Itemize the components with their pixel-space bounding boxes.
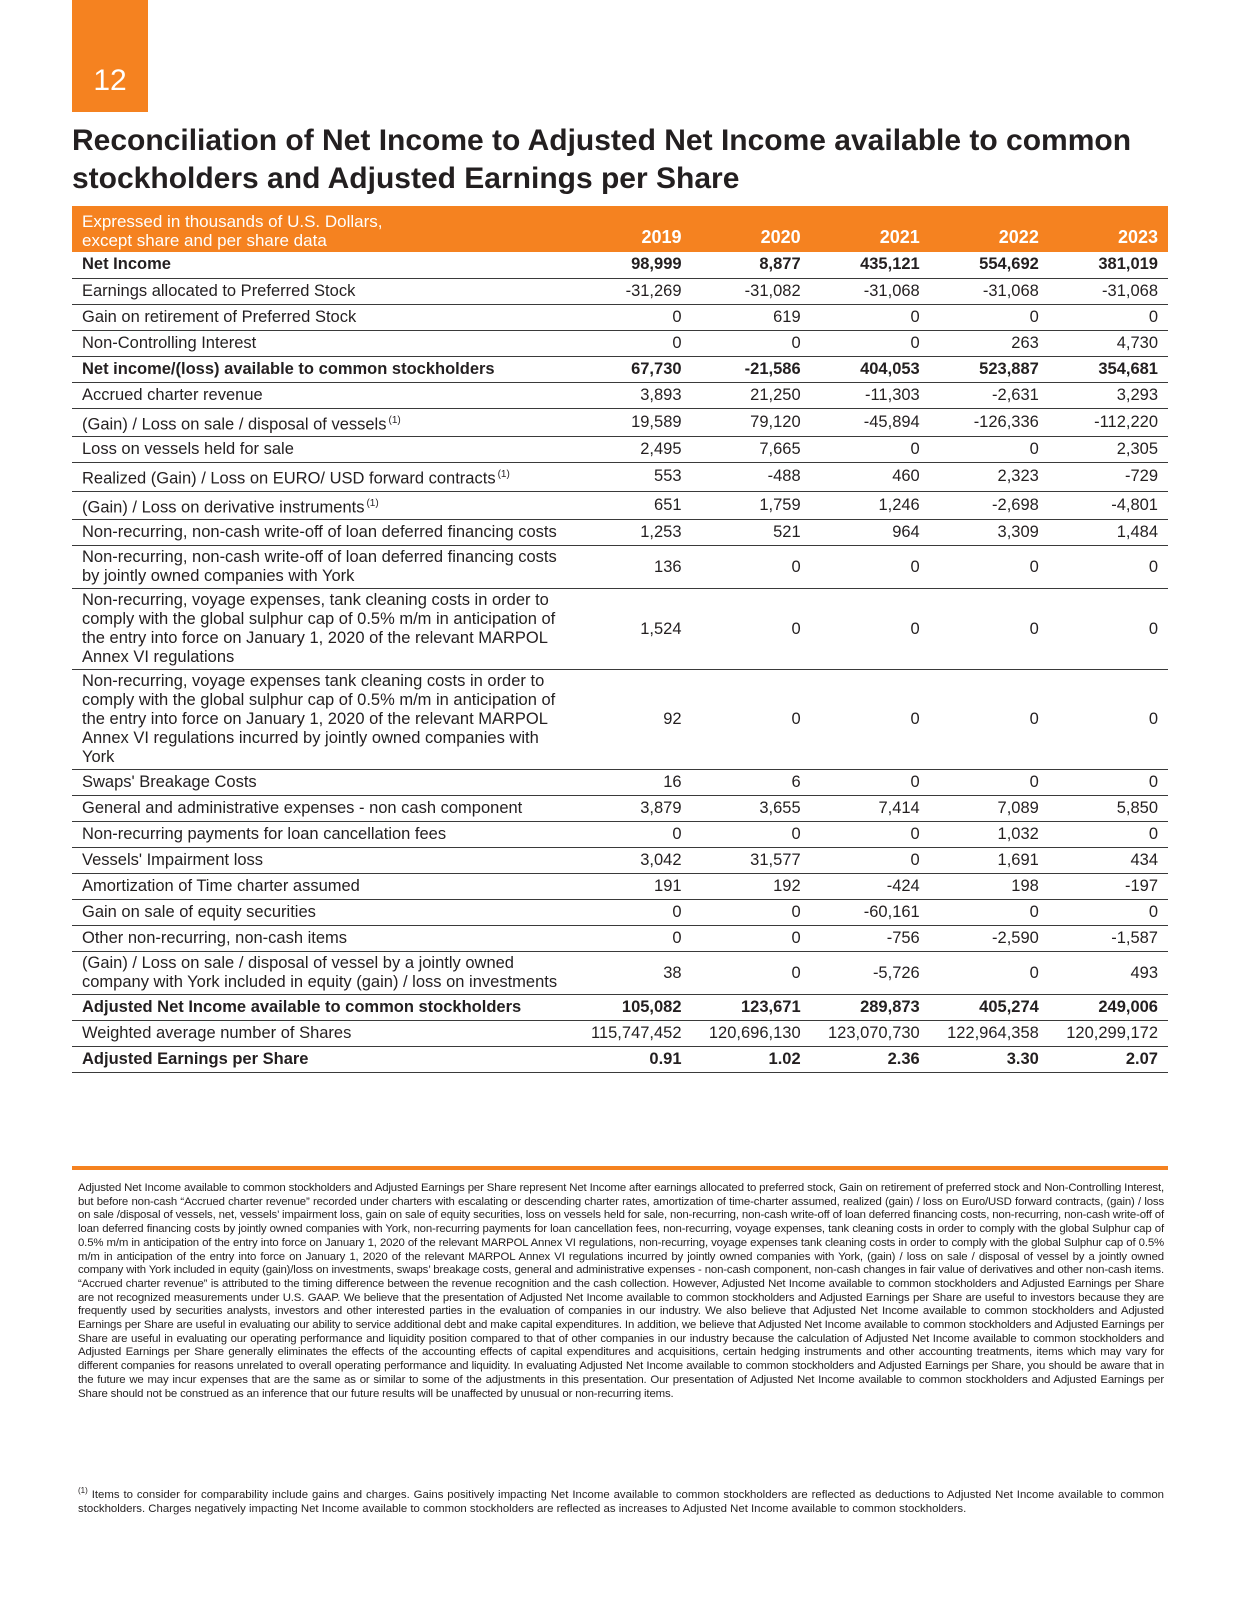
table-row xyxy=(72,437,1168,463)
row-label-text: Net Income xyxy=(82,255,171,274)
row-label-text: Gain on retirement of Preferred Stock xyxy=(82,307,357,326)
row-label-text: Non-recurring payments for loan cancellation fees xyxy=(82,825,447,843)
value-cell: 0 xyxy=(572,822,691,848)
value-cell: -2,631 xyxy=(930,382,1049,408)
table-row xyxy=(72,900,1168,926)
row-label xyxy=(72,330,572,356)
table-row xyxy=(72,589,1168,670)
value-cell: 435,121 xyxy=(811,252,930,278)
value-cell: 21,250 xyxy=(692,382,811,408)
year-header: 2022 xyxy=(930,206,1049,252)
value-cell: 0 xyxy=(1049,822,1168,848)
row-label-text: Amortization of Time charter assumed xyxy=(82,877,360,895)
value-cell: 7,089 xyxy=(930,796,1049,822)
reconciliation-table xyxy=(72,206,1168,1073)
value-cell: 1,759 xyxy=(692,491,811,520)
value-cell: 521 xyxy=(692,520,811,546)
value-cell: -45,894 xyxy=(811,408,930,437)
value-cell: -756 xyxy=(811,926,930,952)
table-header-label xyxy=(72,206,572,252)
row-label xyxy=(72,589,572,670)
row-label-text: Adjusted Earnings per Share xyxy=(82,1050,309,1068)
row-label-text: Vessels' Impairment loss xyxy=(82,851,264,869)
value-cell: 493 xyxy=(1049,952,1168,995)
row-label-text: Adjusted Net Income available to common stockholders xyxy=(82,998,522,1016)
value-cell: -424 xyxy=(811,874,930,900)
value-cell: 4,730 xyxy=(1049,330,1168,356)
value-cell: 3.30 xyxy=(930,1047,1049,1073)
value-cell: -729 xyxy=(1049,463,1168,492)
footnote-reference: (1) xyxy=(388,414,401,426)
table-row xyxy=(72,278,1168,304)
value-cell: 2,323 xyxy=(930,463,1049,492)
table-row xyxy=(72,926,1168,952)
value-cell: 0.91 xyxy=(572,1047,691,1073)
value-cell: 198 xyxy=(930,874,1049,900)
value-cell: 38 xyxy=(572,952,691,995)
row-label xyxy=(72,546,572,589)
row-label-text: Non-recurring, non-cash write-off of loan deferred financing costs xyxy=(82,523,557,541)
value-cell: 2,305 xyxy=(1049,437,1168,463)
table-bottom-rule xyxy=(72,1166,1168,1170)
value-cell: 1.02 xyxy=(692,1047,811,1073)
row-label xyxy=(72,926,572,952)
value-cell: 0 xyxy=(1049,770,1168,796)
value-cell: 0 xyxy=(692,900,811,926)
value-cell: -4,801 xyxy=(1049,491,1168,520)
row-label-text: Realized (Gain) / Loss on EURO/ USD forward contracts xyxy=(82,469,496,488)
value-cell: 0 xyxy=(1049,546,1168,589)
value-cell: 136 xyxy=(572,546,691,589)
value-cell: 0 xyxy=(811,822,930,848)
footnote-reference: (1) xyxy=(366,497,379,509)
row-label-text: Accrued charter revenue xyxy=(82,385,263,404)
row-label-text: (Gain) / Loss on derivative instruments xyxy=(82,498,365,516)
row-label xyxy=(72,874,572,900)
row-label xyxy=(72,796,572,822)
table-row xyxy=(72,822,1168,848)
value-cell: 120,696,130 xyxy=(692,1021,811,1047)
table-row xyxy=(72,463,1168,492)
value-cell: 460 xyxy=(811,463,930,492)
row-label xyxy=(72,491,572,520)
value-cell: 0 xyxy=(572,926,691,952)
table-body xyxy=(72,252,1168,1073)
row-label xyxy=(72,382,572,408)
row-label xyxy=(72,252,572,278)
table-row xyxy=(72,796,1168,822)
table-row xyxy=(72,520,1168,546)
value-cell: 263 xyxy=(930,330,1049,356)
value-cell: 0 xyxy=(1049,589,1168,670)
value-cell: 0 xyxy=(930,770,1049,796)
row-label-text: Earnings allocated to Preferred Stock xyxy=(82,281,356,300)
value-cell: 0 xyxy=(811,770,930,796)
value-cell: 79,120 xyxy=(692,408,811,437)
table-row xyxy=(72,382,1168,408)
value-cell: 554,692 xyxy=(930,252,1049,278)
value-cell: 553 xyxy=(572,463,691,492)
value-cell: -197 xyxy=(1049,874,1168,900)
year-header: 2021 xyxy=(811,206,930,252)
value-cell: 0 xyxy=(692,589,811,670)
value-cell: 123,070,730 xyxy=(811,1021,930,1047)
table-row xyxy=(72,304,1168,330)
value-cell: 19,589 xyxy=(572,408,691,437)
row-label-text: Non-recurring, non-cash write-off of loan deferred financing costs by jointly owned companies with York xyxy=(82,548,557,585)
row-label xyxy=(72,304,572,330)
table-row xyxy=(72,252,1168,278)
value-cell: 0 xyxy=(930,900,1049,926)
value-cell: -488 xyxy=(692,463,811,492)
table-row xyxy=(72,491,1168,520)
value-cell: 1,484 xyxy=(1049,520,1168,546)
footnote xyxy=(78,1484,1164,1516)
value-cell: 0 xyxy=(811,304,930,330)
page-title: Reconciliation of Net Income to Adjusted Net Income available to common stockholders and Adjusted Earnings per Share xyxy=(72,124,1132,195)
value-cell: 3,309 xyxy=(930,520,1049,546)
value-cell: 354,681 xyxy=(1049,356,1168,382)
table-row xyxy=(72,546,1168,589)
value-cell: 3,893 xyxy=(572,382,691,408)
value-cell: 404,053 xyxy=(811,356,930,382)
value-cell: 0 xyxy=(811,330,930,356)
value-cell: 434 xyxy=(1049,848,1168,874)
row-label xyxy=(72,848,572,874)
value-cell: 3,042 xyxy=(572,848,691,874)
value-cell: 0 xyxy=(1049,304,1168,330)
value-cell: 0 xyxy=(811,437,930,463)
value-cell: -1,587 xyxy=(1049,926,1168,952)
value-cell: 1,032 xyxy=(930,822,1049,848)
footnote-reference: (1) xyxy=(497,469,510,480)
footnote-marker: (1) xyxy=(78,1486,88,1495)
value-cell: -5,726 xyxy=(811,952,930,995)
page-number-tab xyxy=(72,0,148,112)
value-cell: 0 xyxy=(692,822,811,848)
value-cell: 0 xyxy=(692,926,811,952)
table-row xyxy=(72,874,1168,900)
row-label-text: Loss on vessels held for sale xyxy=(82,440,294,458)
value-cell: -2,698 xyxy=(930,491,1049,520)
value-cell: 105,082 xyxy=(572,995,691,1021)
value-cell: 0 xyxy=(692,546,811,589)
table-header-label-line2: except share and per share data xyxy=(82,231,327,250)
row-label xyxy=(72,278,572,304)
footnote-text: Items to consider for comparability include gains and charges. Gains positively impacting Net Income available to common stockholders are reflected as deductions to Adjusted Net Income available to common stockholders. Charges negatively impacting Net Income available to common stockholders are reflected as increases to Adjusted Net Income available to common stockholders. xyxy=(78,1488,1164,1515)
row-label-text: Weighted average number of Shares xyxy=(82,1024,352,1042)
row-label-text: Non-recurring, voyage expenses tank cleaning costs in order to comply with the global sulphur cap of 0.5% m/m in anticipation of the entry into force on January 1, 2020 of the relevant MARPOL Annex VI regulations incurred by jointly owned companies with York xyxy=(82,672,556,766)
value-cell: 1,246 xyxy=(811,491,930,520)
row-label xyxy=(72,822,572,848)
value-cell: 0 xyxy=(572,900,691,926)
value-cell: 92 xyxy=(572,670,691,770)
row-label-text: General and administrative expenses - non cash component xyxy=(82,799,523,817)
value-cell: 0 xyxy=(930,952,1049,995)
value-cell: -31,269 xyxy=(572,278,691,304)
row-label-text: (Gain) / Loss on sale / disposal of vessels xyxy=(82,415,387,433)
table-row xyxy=(72,952,1168,995)
value-cell: 619 xyxy=(692,304,811,330)
value-cell: 31,577 xyxy=(692,848,811,874)
value-cell: 0 xyxy=(692,952,811,995)
value-cell: 98,999 xyxy=(572,252,691,278)
value-cell: 0 xyxy=(930,546,1049,589)
value-cell: 0 xyxy=(930,437,1049,463)
row-label-text: Non-recurring, voyage expenses, tank cleaning costs in order to comply with the global sulphur cap of 0.5% m/m in anticipation of the entry into force on January 1, 2020 of the relevant MARPOL Annex VI regulations xyxy=(82,591,556,666)
table-header-label-line1: Expressed in thousands of U.S. Dollars, xyxy=(82,212,383,231)
row-label xyxy=(72,408,572,437)
value-cell: -11,303 xyxy=(811,382,930,408)
year-header: 2020 xyxy=(692,206,811,252)
value-cell: -31,068 xyxy=(811,278,930,304)
value-cell: 1,691 xyxy=(930,848,1049,874)
value-cell: 7,665 xyxy=(692,437,811,463)
table-row xyxy=(72,1021,1168,1047)
value-cell: -31,082 xyxy=(692,278,811,304)
value-cell: 122,964,358 xyxy=(930,1021,1049,1047)
value-cell: 0 xyxy=(692,670,811,770)
value-cell: 0 xyxy=(1049,900,1168,926)
value-cell: 8,877 xyxy=(692,252,811,278)
value-cell: 0 xyxy=(930,304,1049,330)
value-cell: -126,336 xyxy=(930,408,1049,437)
value-cell: 0 xyxy=(1049,670,1168,770)
table-header-row xyxy=(72,206,1168,252)
table-row xyxy=(72,770,1168,796)
value-cell: 191 xyxy=(572,874,691,900)
value-cell: 123,671 xyxy=(692,995,811,1021)
value-cell: 1,524 xyxy=(572,589,691,670)
row-label-text: Other non-recurring, non-cash items xyxy=(82,929,348,947)
value-cell: 651 xyxy=(572,491,691,520)
value-cell: 0 xyxy=(811,670,930,770)
explanatory-note: Adjusted Net Income available to common stockholders and Adjusted Earnings per Share represent Net Income after earnings allocated to preferred stock, Gain on retirement of preferred stock and Non-Controlling Interest, but before non-cash “Accrued charter revenue” recorded under charters with escalating or descending charter rates, amortization of time-charter assumed, realized (gain) / loss on Euro/USD forward contracts, (gain) / loss on sale /disposal of vessels, net, vessels’ impairment loss, gain on sale of equity securities, loss on vessels held for sale, non-recurring, non-cash write-off of loan deferred financing costs, non-recurring, non-cash write-off of loan deferred financing costs by jointly owned companies with York, non-recurring payments for loan cancellation fees, non-recurring, voyage expenses, tank cleaning costs in order to comply with the global Sulphur cap of 0.5% m/m in anticipation of the entry into force on January 1, 2020 of the relevant MARPOL Annex VI regulations, non-recurring, voyage expenses tank cleaning costs in order to comply with the global Sulphur cap of 0.5% m/m in anticipation of the entry into force on January 1, 2020 of the relevant MARPOL Annex VI regulations incurred by jointly owned companies with York, (gain) / loss on sale / disposal of vessel by a jointly owned company with York included in equity (gain)/loss on investments, swaps’ breakage costs, general and administrative expenses - non-cash component, non-cash changes in fair value of derivatives and other non-cash items. “Accrued charter revenue” is attributed to the timing difference between the revenue recognition and the cash collection. However, Adjusted Net Income available to common stockholders and Adjusted Earnings per Share are not recognized measurements under U.S. GAAP. We believe that the presentation of Adjusted Net Income available to common stockholders and Adjusted Earnings per Share are useful to investors because they are frequently used by securities analysts, investors and other interested parties in the evaluation of companies in our industry. We also believe that Adjusted Net Income available to common stockholders and Adjusted Earnings per Share are useful in evaluating our ability to service additional debt and make capital expenditures. In addition, we believe that Adjusted Net Income available to common stockholders and Adjusted Earnings per Share are useful in evaluating our operating performance and liquidity position compared to that of other companies in our industry because the calculation of Adjusted Net Income available to common stockholders and Adjusted Earnings per Share generally eliminates the effects of the accounting effects of capital expenditures and acquisitions, certain hedging instruments and other accounting treatments, items which may vary for different companies for reasons unrelated to overall operating performance and liquidity. In evaluating Adjusted Net Income available to common stockholders and Adjusted Earnings per Share, you should be aware that in the future we may incur expenses that are the same as or similar to some of the adjustments in this presentation. Our presentation of Adjusted Net Income available to common stockholders and Adjusted Earnings per Share should not be construed as an inference that our future results will be unaffected by unusual or non-recurring items. xyxy=(78,1182,1164,1400)
row-label-text: Net income/(loss) available to common stockholders xyxy=(82,359,495,378)
row-label-text: Non-Controlling Interest xyxy=(82,333,257,352)
table-row xyxy=(72,356,1168,382)
row-label xyxy=(72,770,572,796)
row-label xyxy=(72,1021,572,1047)
year-header: 2023 xyxy=(1049,206,1168,252)
value-cell: 0 xyxy=(930,670,1049,770)
value-cell: 0 xyxy=(930,589,1049,670)
value-cell: 0 xyxy=(811,546,930,589)
value-cell: 0 xyxy=(572,304,691,330)
table-row xyxy=(72,1047,1168,1073)
row-label xyxy=(72,1047,572,1073)
value-cell: -31,068 xyxy=(930,278,1049,304)
value-cell: 115,747,452 xyxy=(572,1021,691,1047)
row-label xyxy=(72,995,572,1021)
row-label-text: Gain on sale of equity securities xyxy=(82,903,316,921)
value-cell: 381,019 xyxy=(1049,252,1168,278)
value-cell: 7,414 xyxy=(811,796,930,822)
row-label xyxy=(72,437,572,463)
value-cell: 67,730 xyxy=(572,356,691,382)
value-cell: -31,068 xyxy=(1049,278,1168,304)
value-cell: -2,590 xyxy=(930,926,1049,952)
value-cell: -21,586 xyxy=(692,356,811,382)
value-cell: 2.36 xyxy=(811,1047,930,1073)
value-cell: 405,274 xyxy=(930,995,1049,1021)
row-label xyxy=(72,952,572,995)
value-cell: 0 xyxy=(692,330,811,356)
value-cell: 289,873 xyxy=(811,995,930,1021)
row-label xyxy=(72,670,572,770)
value-cell: 1,253 xyxy=(572,520,691,546)
page-number: 12 xyxy=(93,64,127,97)
value-cell: 16 xyxy=(572,770,691,796)
value-cell: 0 xyxy=(811,589,930,670)
value-cell: 5,850 xyxy=(1049,796,1168,822)
value-cell: 6 xyxy=(692,770,811,796)
value-cell: 0 xyxy=(572,330,691,356)
value-cell: 120,299,172 xyxy=(1049,1021,1168,1047)
value-cell: 2.07 xyxy=(1049,1047,1168,1073)
value-cell: 2,495 xyxy=(572,437,691,463)
value-cell: 0 xyxy=(811,848,930,874)
table-row xyxy=(72,408,1168,437)
value-cell: 964 xyxy=(811,520,930,546)
row-label-text: (Gain) / Loss on sale / disposal of vessel by a jointly owned company with York included in equity (gain) / loss on investments xyxy=(82,954,558,991)
value-cell: 249,006 xyxy=(1049,995,1168,1021)
table-row xyxy=(72,848,1168,874)
value-cell: 192 xyxy=(692,874,811,900)
row-label-text: Swaps' Breakage Costs xyxy=(82,773,257,791)
row-label xyxy=(72,356,572,382)
table-row xyxy=(72,330,1168,356)
table-row xyxy=(72,670,1168,770)
year-header: 2019 xyxy=(572,206,691,252)
value-cell: -112,220 xyxy=(1049,408,1168,437)
value-cell: 3,879 xyxy=(572,796,691,822)
value-cell: 523,887 xyxy=(930,356,1049,382)
table-row xyxy=(72,995,1168,1021)
row-label xyxy=(72,463,572,492)
value-cell: -60,161 xyxy=(811,900,930,926)
row-label xyxy=(72,520,572,546)
value-cell: 3,293 xyxy=(1049,382,1168,408)
row-label xyxy=(72,900,572,926)
value-cell: 3,655 xyxy=(692,796,811,822)
